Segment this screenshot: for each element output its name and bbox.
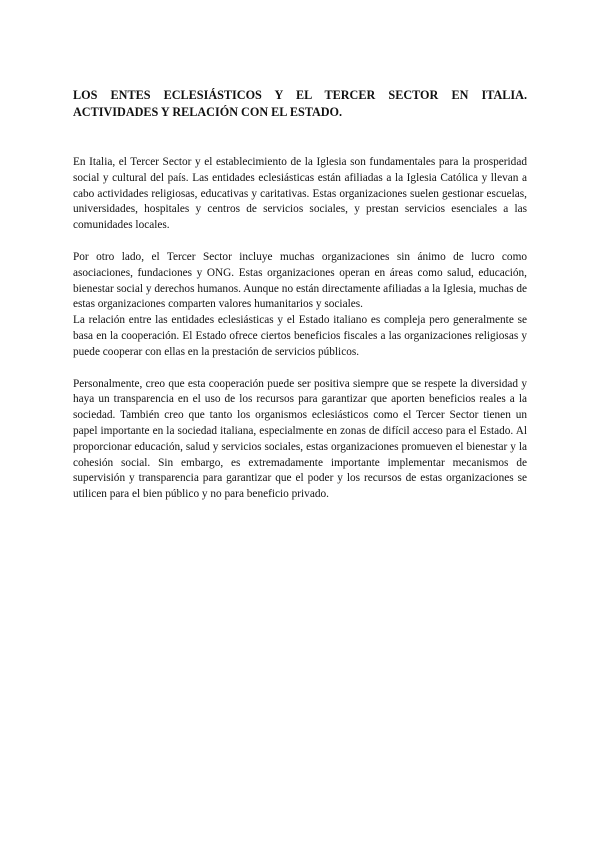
document-title: [73, 87, 527, 121]
paragraph-3: La relación entre las entidades eclesiásticas y el Estado italiano es compleja pero generalmente se basa en la cooperación. El Estado ofrece ciertos beneficios fiscales a las organizaciones religiosas y puede cooperar con ellas en la prestación de servicios públicos.: [73, 314, 527, 358]
title-line-2: ACTIVIDADES Y RELACIÓN CON EL ESTADO.: [73, 105, 343, 119]
paragraph-1: En Italia, el Tercer Sector y el establecimiento de la Iglesia son fundamentales para la prosperidad social y cultural del país. Las entidades eclesiásticas están afiliadas a la Iglesia Católica y llevan a cabo actividades religiosas, educativas y caritativas. Estas organizaciones suelen gestionar escuelas, universidades, hospitales y centros de servicios sociales, y prestan servicios esenciales a las comunidades locales.: [73, 156, 527, 232]
document-body: [73, 87, 527, 503]
paragraph-2: Por otro lado, el Tercer Sector incluye muchas organizaciones sin ánimo de lucro como asociaciones, fundaciones y ONG. Estas organizaciones operan en áreas como salud, educación, bienestar social y derechos humanos. Aunque no están directamente afiliadas a la Iglesia, muchas de estas organizaciones comparten valores humanitarios y sociales.: [73, 250, 527, 311]
title-line-1: LOS ENTES ECLESIÁSTICOS Y EL TERCER SECTOR EN ITALIA.: [73, 88, 527, 102]
paragraph-4: Personalmente, creo que esta cooperación puede ser positiva siempre que se respete la diversidad y haya un transparencia en el uso de los recursos para garantizar que aporten beneficios reales a la sociedad. También creo que tanto los organismos eclesiásticos como el Tercer Sector tienen un papel importante en la sociedad italiana, especialmente en zonas de difícil acceso para el Estado. Al proporcionar educación, salud y servicios sociales, estas organizaciones promueven el bienestar y la cohesión social. Sin embargo, es extremadamente importante implementar mecanismos de supervisión y transparencia para garantizar que el poder y los recursos de estas organizaciones se utilicen para el bien público y no para beneficio privado.: [73, 377, 527, 501]
